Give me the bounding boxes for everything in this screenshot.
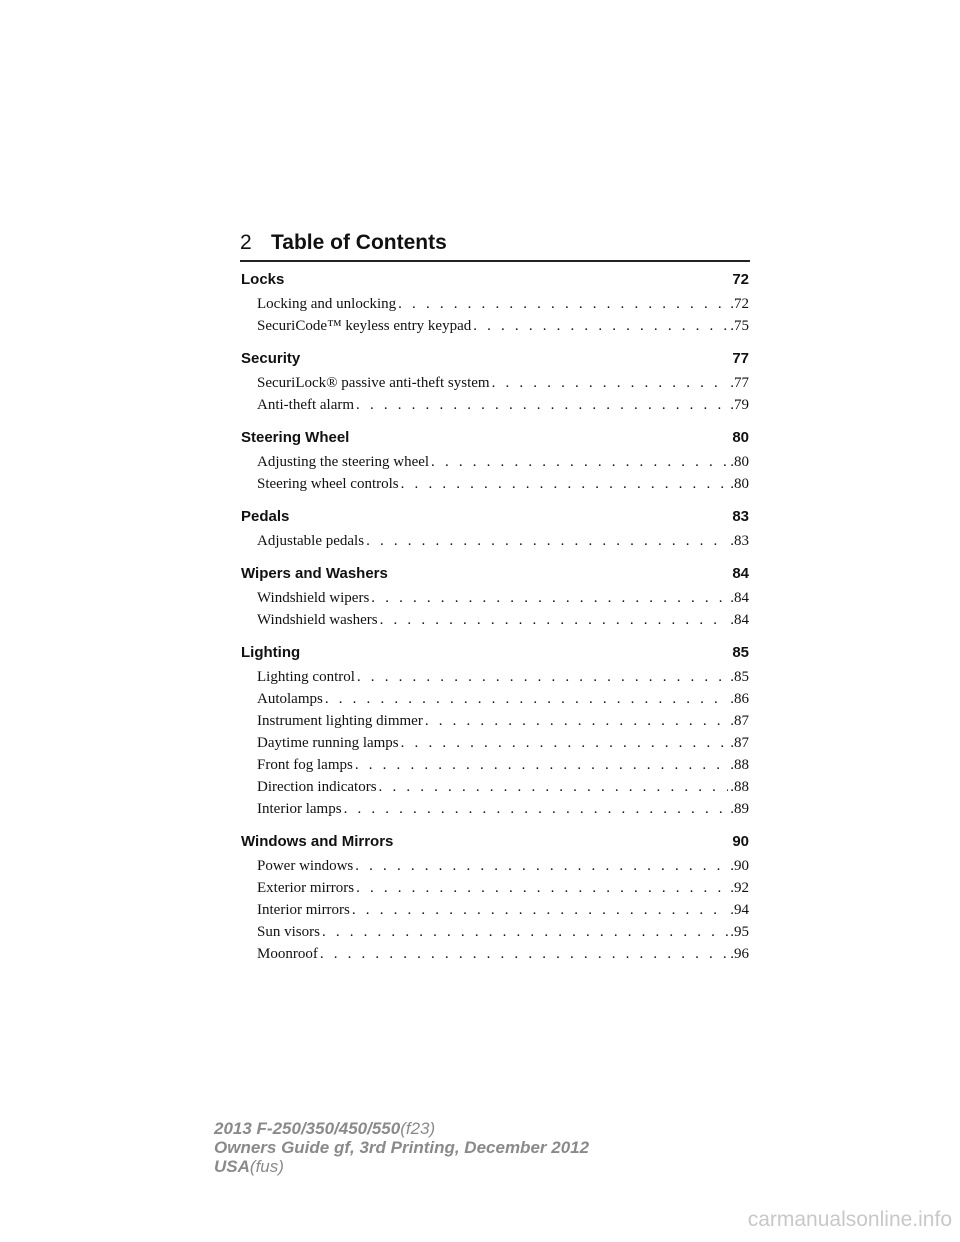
watermark: carmanualsonline.info [747, 1208, 952, 1231]
entry-page: .86 [730, 691, 749, 707]
toc-entry[interactable] [241, 921, 749, 943]
entry-page: .95 [730, 924, 749, 940]
footer-line-3 [214, 1157, 589, 1176]
entry-page: .88 [730, 757, 749, 773]
entry-title: Sun visors [257, 924, 320, 940]
toc-entry[interactable] [241, 855, 749, 877]
dot-leader [380, 609, 729, 631]
entry-page: .84 [730, 590, 749, 606]
entry-page: .90 [730, 858, 749, 874]
footer-model: 2013 F-250/350/450/550 [214, 1119, 401, 1138]
entry-page: .77 [730, 375, 749, 391]
dot-leader [322, 921, 728, 943]
dot-leader [425, 710, 728, 732]
dot-leader [401, 732, 729, 754]
section-title: Wipers and Washers [241, 565, 388, 582]
entry-page: .87 [730, 713, 749, 729]
entry-page: .87 [730, 735, 749, 751]
entry-title: Lighting control [257, 669, 355, 685]
dot-leader [473, 315, 728, 337]
toc-entry[interactable] [241, 609, 749, 631]
section-title: Locks [241, 271, 285, 288]
section-page: 84 [732, 565, 749, 582]
entry-title: Power windows [257, 858, 354, 874]
toc-entry[interactable] [241, 798, 749, 820]
entry-title: Exterior mirrors [257, 880, 355, 896]
section-heading[interactable] [241, 560, 749, 587]
entry-page: .79 [730, 397, 749, 413]
toc-section [241, 266, 749, 337]
toc-entry[interactable] [241, 899, 749, 921]
entry-page: .92 [730, 880, 749, 896]
dot-leader [355, 855, 728, 877]
entry-title: Adjusting the steering wheel [257, 454, 430, 470]
entry-page: .80 [730, 454, 749, 470]
entry-title: SecuriCode™ keyless entry keypad [257, 318, 472, 334]
footer [214, 1119, 589, 1176]
section-heading[interactable] [241, 503, 749, 530]
entry-page: .83 [730, 533, 749, 549]
section-page: 80 [732, 429, 749, 446]
toc-entry[interactable] [241, 315, 749, 337]
entry-title: Windshield wipers [257, 590, 370, 606]
dot-leader [431, 451, 728, 473]
dot-leader [401, 473, 729, 495]
section-title: Security [241, 350, 301, 367]
entry-title: Interior lamps [257, 801, 342, 817]
section-page: 72 [732, 271, 749, 288]
dot-leader [352, 899, 728, 921]
entry-title: Front fog lamps [257, 757, 353, 773]
entry-page: .94 [730, 902, 749, 918]
entry-title: Interior mirrors [257, 902, 350, 918]
page-header [240, 230, 750, 262]
toc-section [241, 560, 749, 631]
toc-section [241, 503, 749, 552]
toc-section [241, 424, 749, 495]
entry-page: .96 [730, 946, 749, 962]
entry-title: Locking and unlocking [257, 296, 397, 312]
entry-title: Anti-theft alarm [257, 397, 355, 413]
section-heading[interactable] [241, 345, 749, 372]
section-page: 77 [732, 350, 749, 367]
section-title: Lighting [241, 644, 301, 661]
section-page: 83 [732, 508, 749, 525]
toc-entry[interactable] [241, 473, 749, 495]
section-title: Steering Wheel [241, 429, 350, 446]
toc-entry[interactable] [241, 530, 749, 552]
footer-line-1 [214, 1119, 589, 1138]
toc-section [241, 639, 749, 820]
toc-entry[interactable] [241, 688, 749, 710]
dot-leader [320, 943, 728, 965]
footer-region: USA [214, 1157, 250, 1176]
toc-entry[interactable] [241, 372, 749, 394]
dot-leader [355, 754, 728, 776]
page-number: 2 [240, 231, 252, 254]
section-heading[interactable] [241, 828, 749, 855]
entry-title: Instrument lighting dimmer [257, 713, 423, 729]
dot-leader [379, 776, 729, 798]
entry-title: SecuriLock® passive anti-theft system [257, 375, 490, 391]
entry-title: Steering wheel controls [257, 476, 399, 492]
toc-entry[interactable] [241, 943, 749, 965]
dot-leader [356, 394, 728, 416]
section-page: 85 [732, 644, 749, 661]
entry-page: .75 [730, 318, 749, 334]
page-title: Table of Contents [271, 231, 447, 254]
footer-model-code: (f23) [400, 1119, 436, 1138]
footer-region-code: (fus) [249, 1157, 284, 1176]
entry-page: .89 [730, 801, 749, 817]
dot-leader [371, 587, 728, 609]
entry-title: Autolamps [257, 691, 323, 707]
dot-leader [325, 688, 728, 710]
entry-page: .88 [730, 779, 749, 795]
dot-leader [344, 798, 729, 820]
section-page: 90 [732, 833, 749, 850]
section-heading[interactable] [241, 266, 749, 293]
toc-entry[interactable] [241, 877, 749, 899]
entry-title: Windshield washers [257, 612, 378, 628]
entry-page: .72 [730, 296, 749, 312]
toc-section [241, 828, 749, 965]
entry-title: Daytime running lamps [257, 735, 399, 751]
dot-leader [356, 877, 728, 899]
dot-leader [366, 530, 728, 552]
dot-leader [398, 293, 728, 315]
section-title: Windows and Mirrors [241, 833, 394, 850]
entry-title: Adjustable pedals [257, 533, 365, 549]
section-heading[interactable] [241, 639, 749, 666]
toc-entry[interactable] [241, 776, 749, 798]
toc-entry[interactable] [241, 666, 749, 688]
toc-entry[interactable] [241, 732, 749, 754]
toc-entry[interactable] [241, 710, 749, 732]
section-heading[interactable] [241, 424, 749, 451]
dot-leader [492, 372, 729, 394]
toc-entry[interactable] [241, 394, 749, 416]
entry-page: .84 [730, 612, 749, 628]
toc-entry[interactable] [241, 451, 749, 473]
section-title: Pedals [241, 508, 290, 525]
toc-entry[interactable] [241, 754, 749, 776]
entry-page: .80 [730, 476, 749, 492]
dot-leader [357, 666, 728, 688]
toc-section [241, 345, 749, 416]
toc-entry[interactable] [241, 293, 749, 315]
entry-title: Direction indicators [257, 779, 377, 795]
footer-line-2: Owners Guide gf, 3rd Printing, December 2012 [214, 1138, 590, 1157]
toc-entry[interactable] [241, 587, 749, 609]
toc-list [241, 266, 749, 973]
entry-page: .85 [730, 669, 749, 685]
entry-title: Moonroof [257, 946, 318, 962]
